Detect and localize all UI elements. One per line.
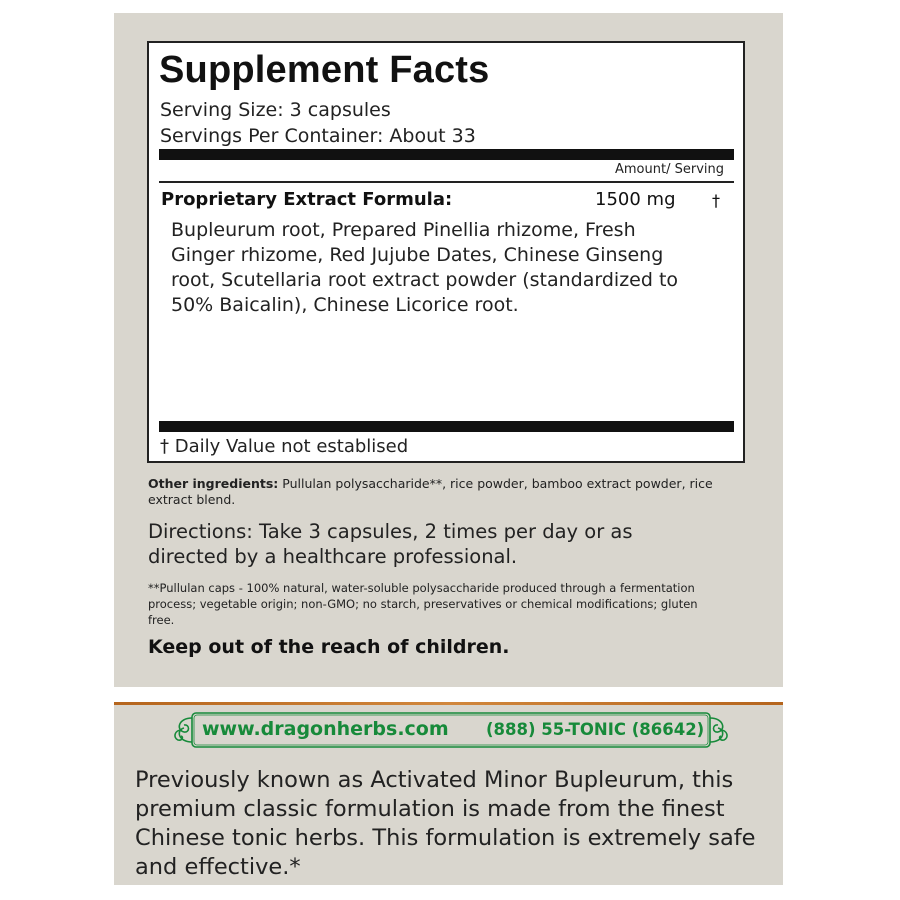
serving-size: Serving Size: 3 capsules [160, 99, 391, 121]
other-ingredients-label: Other ingredients: [148, 476, 279, 491]
formula-name: Proprietary Extract Formula: [161, 189, 453, 210]
facts-divider-bottom [159, 421, 734, 432]
pullulan-footnote: **Pullulan caps - 100% natural, water-soluble polysaccharide produced through a fermentation process; vegetable origin; non-GMO; no starch, preservatives or chemical modifications; gluten free. [148, 581, 698, 627]
child-warning: Keep out of the reach of children. [148, 636, 510, 658]
ingredient-list: Bupleurum root, Prepared Pinellia rhizome, Fresh Ginger rhizome, Red Jujube Dates, Chinese Ginseng root, Scutellaria root extract powder (standardized to 50% Baicalin), Chinese Licorice root. [171, 219, 679, 316]
website-banner [172, 710, 730, 750]
facts-divider-thick [159, 149, 734, 160]
dagger-symbol: † [712, 191, 720, 210]
phone-number: (888) 55-TONIC (86642) [486, 720, 705, 739]
directions-text: Directions: Take 3 capsules, 2 times per day or as directed by a healthcare professional. [148, 520, 633, 568]
formula-amount: 1500 mg [595, 189, 676, 210]
website-link[interactable]: www.dragonherbs.com [202, 718, 449, 740]
servings-per-container: Servings Per Container: About 33 [160, 125, 476, 147]
facts-divider-thin [159, 181, 734, 183]
amount-per-serving-header: Amount/ Serving [615, 162, 724, 177]
other-ingredients-text: Pullulan polysaccharide**, rice powder, bamboo extract powder, rice extract blend. [148, 476, 713, 507]
daily-value-note: † Daily Value not establised [160, 436, 409, 457]
supplement-facts-box [147, 41, 745, 463]
product-description: Previously known as Activated Minor Bupleurum, this premium classic formulation is made from the finest Chinese tonic herbs. This formulation is extremely safe and effective.* [135, 767, 756, 880]
facts-title: Supplement Facts [159, 49, 490, 91]
other-ingredients [148, 476, 748, 508]
